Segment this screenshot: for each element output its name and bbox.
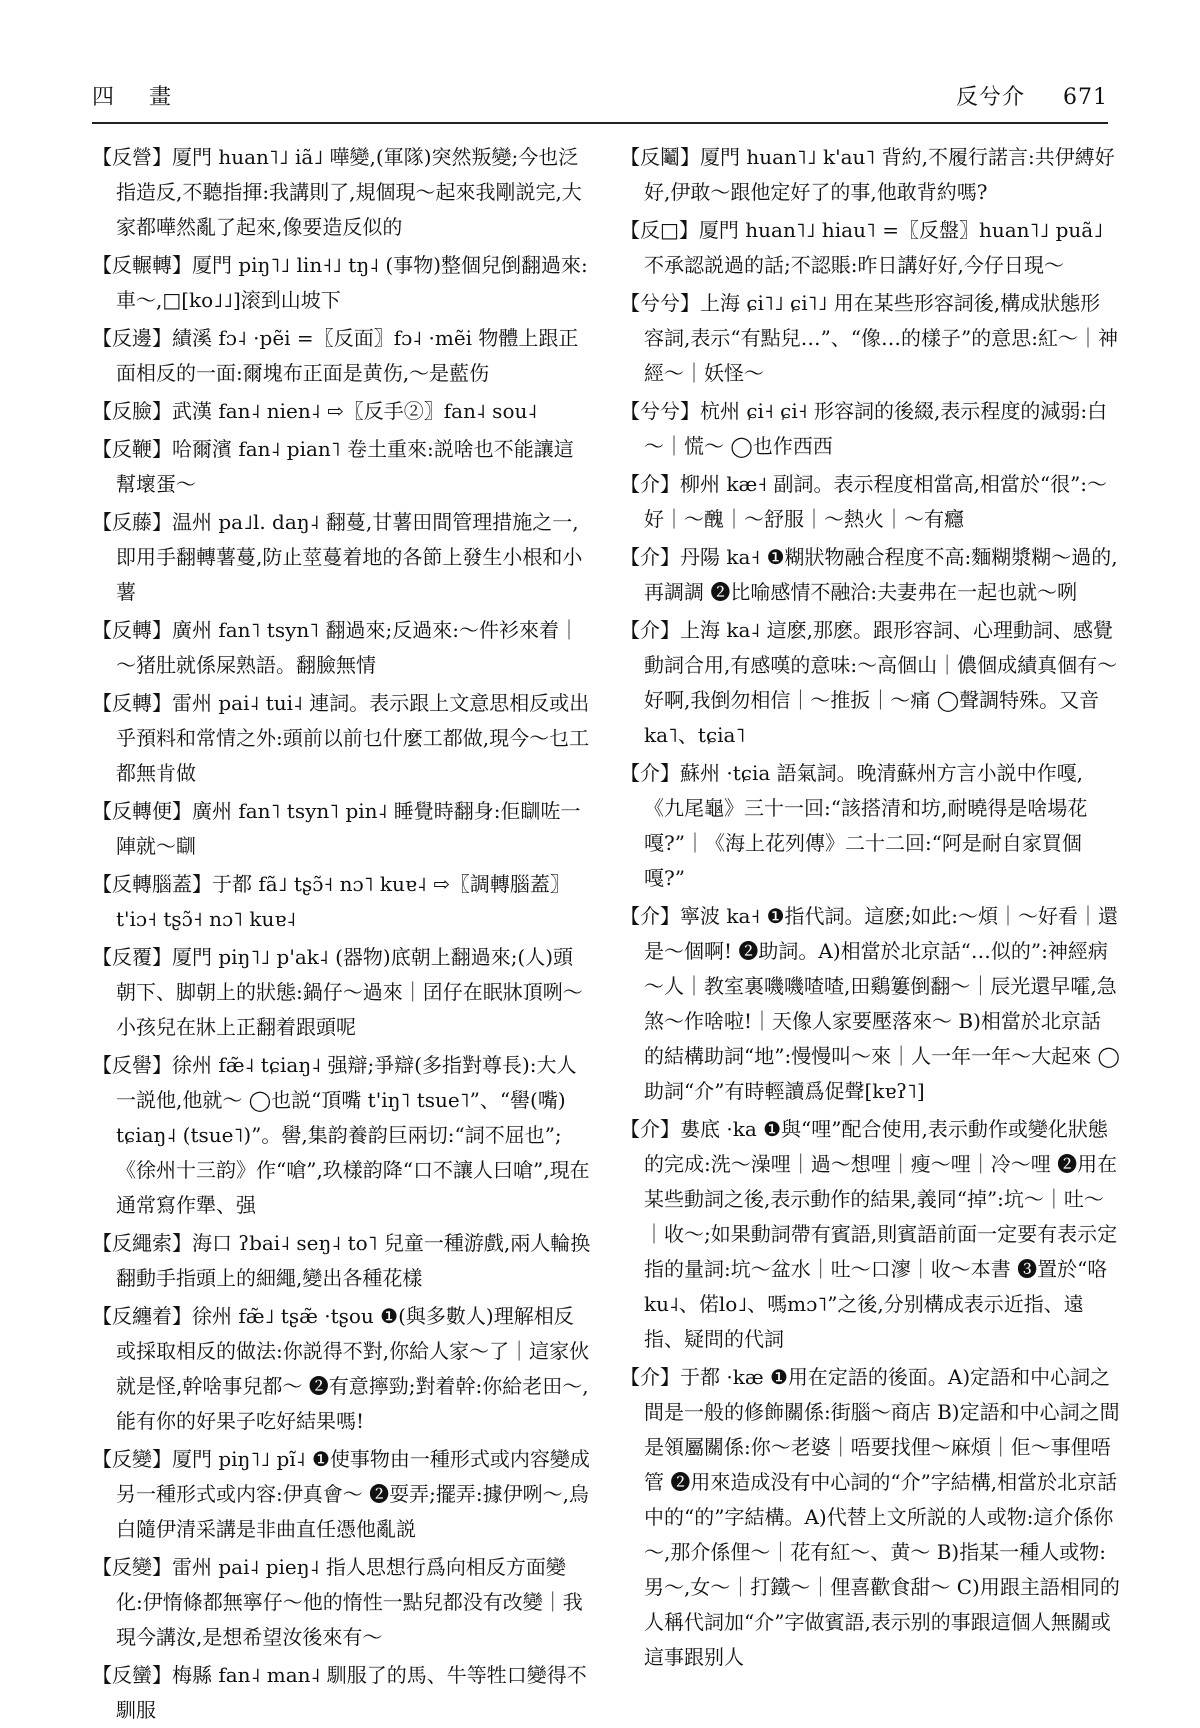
section-label: 四 畫 [92,84,185,110]
dictionary-entry: 【介】婁底 ·ka ❶與“哩”配合使用,表示動作或變化狀態的完成:洗～澡哩｜過～想哩｜瘦～哩｜冷～哩 ❷用在某些動詞之後,表示動作的結果,義同“掉”:坑～｜吐～｜收～;如果動詞帶有賓語,則賓語前面一定要有表示定指的量詞:坑～盆水｜吐～口㵳｜收～本書 ❸置於“咯ku˨、偌lo˩、嗎mɔ˥”之後,分别構成表示近指、遠指、疑問的代詞 [620,1117,1118,1351]
page-number: 671 [1063,84,1108,110]
dictionary-entry: 【反鬮】厦門 huan˥˩ k'au˥ 背約,不履行諾言:共伊縛好好,伊敢～跟他定好了的事,他敢背約嗎? [620,145,1115,204]
left-column [92,140,592,1722]
dictionary-entry: 【反變】厦門 piŋ˥˩ pĩ˨ ❶使事物由一種形式或内容變成另一種形式或内容:伊真會～ ❷耍弄;擺弄:據伊咧～,烏白隨伊清采講是非曲直任憑他亂説 [92,1447,590,1541]
dictionary-entry: 【反轉】廣州 fan˥ tsyn˥ 翻過來;反過來:～件衫來着｜～猪肚就係屎熟語。翻臉無情 [92,618,579,677]
dictionary-entry: 【反邊】績溪 fɔ˨ ·pẽi =〖反面〗fɔ˨ ·mẽi 物體上跟正面相反的一面:爾塊布正面是黄伤,～是藍伤 [92,326,579,385]
dictionary-entry: 【介】蘇州 ·tɕia 語氣詞。晚清蘇州方言小説中作嘎,《九尾龜》三十一回:“該搭清和坊,耐曉得是啥場花嘎?”｜《海上花列傳》二十二回:“阿是耐自家買個嘎?” [620,761,1088,890]
header-right [956,80,1108,111]
dictionary-entry: 【反蠻】梅縣 fan˨ man˨ 馴服了的馬、牛等牲口變得不馴服 [92,1663,587,1722]
header-rule [92,122,1108,124]
dictionary-entry: 【介】丹陽 ka˧ ❶糊狀物融合程度不高:麵糊漿糊～過的,再調調 ❷比喻感情不融洽:夫妻弗在一起也就～咧 [620,545,1118,604]
guide-words: 反兮介 [955,84,1025,110]
dictionary-entry: 【反鞭】哈爾濱 fan˨ pian˥ 卷土重來:説啥也不能讓這幫壞蛋～ [92,437,574,496]
dictionary-entry: 【介】于都 ·kæ ❶用在定語的後面。A)定語和中心詞之間是一般的修飾關係:街腦～商店 B)定語和中心詞之間是領屬關係:你～老婆｜唔要找俚～麻煩｜佢～事俚唔管 ❷用來造成没有中心詞的“介”字結構,相當於北京話中的“的”字結構。A)代替上文所説的人或物:這介係你～,那介係俚～｜花有紅～、黄～ B)指某一種人或物:男～,女～｜打鐵～｜俚喜歡食甜～ C)用跟主語相同的人稱代詞加“介”字做賓語,表示别的事跟這個人無關或這事跟别人 [620,1365,1120,1669]
dictionary-entry: 【反變】雷州 pai˨ pieŋ˨ 指人思想行爲向相反方面變化:伊惰條都無寧仔～他的惰性一點兒都没有改變｜我現今講汝,是想希望汝後來有～ [92,1555,583,1649]
dictionary-entry: 【兮兮】杭州 ɕi˧ ɕi˧ 形容詞的後綴,表示程度的減弱:白～｜慌～ ◯也作西西 [620,399,1108,458]
dictionary-entry: 【反□】厦門 huan˥˩ hiau˥ =〖反盤〗huan˥˩ puã˩ 不承認説過的話;不認賬:昨日講好好,今仔日現～ [620,218,1104,277]
right-column [620,140,1120,1685]
page-header [92,78,1108,112]
dictionary-entry: 【反輾轉】厦門 piŋ˥˩ lin˧˩ tŋ˨ (事物)整個兒倒翻過來:車～,□[ko˩˩]滚到山坡下 [92,253,588,312]
dictionary-entry: 【反藤】温州 pa˩l. daŋ˨ 翻蔓,甘薯田間管理措施之一,即用手翻轉薯蔓,防止莖蔓着地的各節上發生小根和小薯 [92,510,583,604]
dictionary-entry: 【反覆】厦門 piŋ˥˩ p'ak˨ (器物)底朝上翻過來;(人)頭朝下、脚朝上的狀態:鍋仔～過來｜囝仔在眠牀頂咧～小孩兒在牀上正翻着跟頭呢 [92,945,583,1039]
dictionary-entry: 【反轉腦蓋】于都 fã˩ tʂɔ̃˧ nɔ˥ kuɐ˨ ⇨〖調轉腦蓋〗t'iɔ˧ tʂɔ̃˧ nɔ˥ kuɐ˨ [92,872,570,931]
dictionary-entry: 【介】上海 ka˨ 這麽,那麽。跟形容詞、心理動詞、感覺動詞合用,有感嘆的意味:～高個山｜儂個成績真個有～好啊,我倒勿相信｜～推扳｜～痛 ◯聲調特殊。又音 ka˥、tɕia˥ [620,618,1118,747]
dictionary-entry: 【反嚳】徐州 fæ̃˨ tɕiaŋ˨ 强辯;爭辯(多指對尊長):大人一説他,他就～ ◯也説“頂嘴 t'iŋ˥ tsue˥”、“嚳(嘴) tɕiaŋ˨ (tsue˥)”。嚳,集韵養韵巨兩切:“詞不屈也”;《徐州十三韵》作“嗆”,玖樣韵降“口不讓人曰嗆”,現在通常寫作犟、强 [92,1053,590,1217]
dictionary-entry: 【反繩索】海口 ʔbai˨ seŋ˨ to˥ 兒童一種游戲,兩人輪换翻動手指頭上的細繩,變出各種花樣 [92,1231,591,1290]
dictionary-entry: 【反臉】武漢 fan˨ nien˨ ⇨〖反手②〗fan˨ sou˨ [92,399,538,423]
dictionary-entry: 【反轉便】廣州 fan˥ tsyn˥ pin˨ 睡覺時翻身:佢瞓咗一陣就～瞓 [92,799,581,858]
dictionary-entry: 【反纏着】徐州 fæ̃˩ tʂæ̃ ·tʂou ❶(與多數人)理解相反或採取相反的做法:你説得不對,你給人家～了｜這家伙就是怪,幹啥事兒都～ ❷有意擰勁;對着幹:你給老田～,能有你的好果子吃好結果嗎! [92,1304,590,1433]
dictionary-entry: 【反轉】雷州 pai˨ tui˨ 連詞。表示跟上文意思相反或出乎預料和常情之外:頭前以前乜什麼工都做,現今～乜工都無肯做 [92,691,590,785]
dictionary-entry: 【兮兮】上海 ɕi˥˩ ɕi˥˩ 用在某些形容詞後,構成狀態形容詞,表示“有點兒…”、“像…的樣子”的意思:紅～｜神經～｜妖怪～ [620,291,1118,385]
dictionary-entry: 【介】柳州 kæ˧ 副詞。表示程度相當高,相當於“很”:～好｜～醜｜～舒服｜～熱火｜～有癮 [620,472,1108,531]
dictionary-entry: 【介】寧波 ka˧ ❶指代詞。這麽;如此:～煩｜～好看｜還是～個啊! ❷助詞。A)相當於北京話“…似的”:神經病～人｜教室裏嘰嘰喳喳,田鷄簍倒翻～｜辰光還早嚯,急煞～作啥啦!｜天像人家要壓落來～ B)相當於北京話的結構助詞“地”:慢慢叫～來｜人一年一年～大起來 ◯助詞“介”有時輕讀爲促聲[kɐʔ˥] [620,904,1120,1103]
dictionary-entry: 【反營】厦門 huan˥˩ iã˩ 嘩變,(軍隊)突然叛變;今也泛指造反,不聽指揮:我講則了,規個現～起來我剛説完,大家都嘩然亂了起來,像要造反似的 [92,145,582,239]
